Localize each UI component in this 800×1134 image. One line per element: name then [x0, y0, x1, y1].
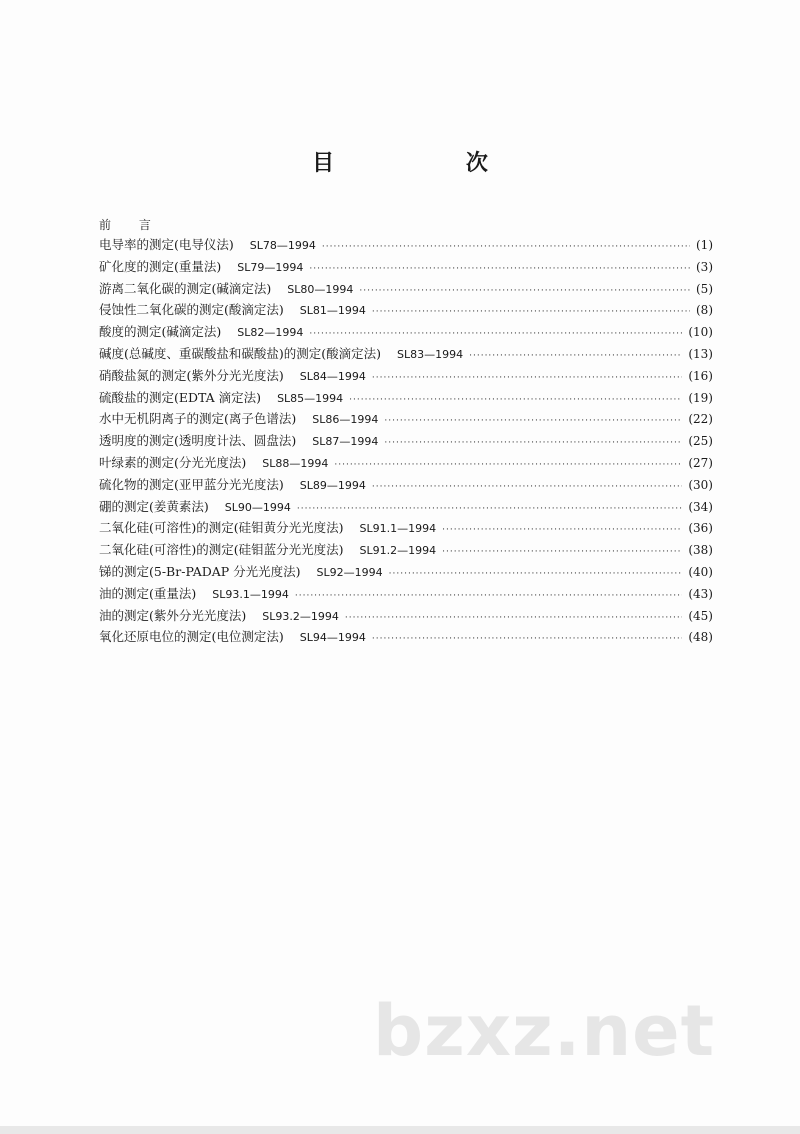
toc-entry-title: 矿化度的测定(重量法): [99, 258, 222, 274]
dot-leader: [442, 542, 682, 564]
toc-entry-title: 叶绿素的测定(分光光度法): [99, 454, 247, 470]
toc-entry-page-number: (8): [696, 303, 713, 318]
toc-entry-page-number: (3): [696, 259, 713, 274]
toc-entry-page-number: (40): [688, 564, 713, 579]
toc-entry: [99, 234, 713, 256]
toc-entry-standard-code: SL86—1994: [312, 413, 379, 427]
toc-entry-title: 硫酸盐的测定(EDTA 滴定法): [99, 389, 262, 405]
toc-entry-standard-code: SL88—1994: [262, 456, 329, 470]
preface-entry: 前 言: [99, 218, 163, 232]
toc-entry-standard-code: SL85—1994: [277, 391, 344, 405]
dot-leader: [322, 237, 690, 259]
toc-entry-title: 电导率的测定(电导仪法): [99, 237, 234, 252]
toc-entry-page-number: (38): [688, 543, 713, 558]
toc-entry: [99, 430, 713, 452]
toc-entry: [99, 496, 713, 518]
toc-entry-page-number: (13): [688, 346, 713, 361]
toc-entry-standard-code: SL81—1994: [299, 304, 366, 318]
table-of-contents: [99, 216, 713, 648]
toc-entry-list: [99, 234, 713, 648]
toc-entry-page-number: (10): [688, 325, 713, 340]
toc-entry: [99, 299, 713, 321]
toc-entry: [99, 539, 713, 561]
toc-entry-title: 氧化还原电位的测定(电位测定法): [99, 629, 284, 645]
dot-leader: [297, 499, 682, 521]
toc-entry: [99, 365, 713, 387]
dot-leader: [359, 281, 690, 303]
toc-entry-page-number: (19): [688, 390, 713, 405]
toc-entry-standard-code: SL91.2—1994: [359, 544, 437, 558]
dot-leader: [345, 608, 682, 630]
toc-entry-page-number: (45): [688, 608, 713, 623]
toc-entry: [99, 256, 713, 278]
dot-leader: [384, 433, 682, 455]
dot-leader: [469, 346, 682, 368]
toc-entry-standard-code: SL92—1994: [316, 565, 383, 579]
dot-leader: [442, 520, 682, 542]
toc-entry-page-number: (1): [696, 238, 713, 252]
toc-entry-title: 水中无机阴离子的测定(离子色谱法): [99, 411, 297, 427]
toc-entry-title: 油的测定(重量法): [99, 585, 197, 601]
dot-leader: [372, 629, 682, 651]
toc-entry-title: 油的测定(紫外分光光度法): [99, 607, 247, 623]
toc-entry-standard-code: SL84—1994: [299, 369, 366, 383]
toc-entry-page-number: (22): [688, 412, 713, 427]
toc-entry: [99, 626, 713, 648]
toc-entry: [99, 561, 713, 583]
toc-entry-standard-code: SL94—1994: [299, 631, 366, 645]
toc-entry: [99, 474, 713, 496]
toc-entry-title: 硝酸盐氮的测定(紫外分光光度法): [99, 367, 284, 383]
dot-leader: [334, 455, 682, 477]
toc-entry-standard-code: SL78—1994: [249, 239, 316, 252]
toc-entry-page-number: (25): [688, 434, 713, 449]
toc-entry-title: 透明度的测定(透明度计法、圆盘法): [99, 433, 297, 449]
toc-entry-page-number: (30): [688, 477, 713, 492]
toc-entry-page-number: (16): [688, 368, 713, 383]
toc-entry-standard-code: SL93.1—1994: [212, 587, 289, 601]
toc-entry-standard-code: SL82—1994: [237, 326, 304, 340]
dot-leader: [295, 586, 682, 608]
page-title: 目 次: [312, 151, 550, 176]
watermark: bzxz.net: [373, 990, 716, 1072]
toc-entry-title: 二氧化硅(可溶性)的测定(硅钼蓝分光光度法): [99, 542, 344, 558]
toc-entry: [99, 343, 713, 365]
toc-entry-standard-code: SL80—1994: [287, 282, 354, 296]
toc-entry-title: 硼的测定(姜黄素法): [99, 498, 209, 514]
toc-entry: [99, 278, 713, 300]
toc-entry: [99, 583, 713, 605]
toc-entry-title: 锑的测定(5-Br-PADAP 分光光度法): [99, 563, 301, 579]
toc-entry: [99, 452, 713, 474]
toc-entry-title: 二氧化硅(可溶性)的测定(硅钼黄分光光度法): [99, 520, 344, 536]
toc-entry-title: 碱度(总碱度、重碳酸盐和碳酸盐)的测定(酸滴定法): [99, 345, 382, 361]
toc-entry-title: 硫化物的测定(亚甲蓝分光光度法): [99, 476, 284, 492]
toc-entry-standard-code: SL83—1994: [397, 347, 464, 361]
toc-entry-page-number: (34): [688, 499, 713, 514]
dot-leader: [389, 564, 683, 586]
toc-entry: [99, 605, 713, 627]
toc-entry-standard-code: SL90—1994: [224, 500, 291, 514]
toc-entry: [99, 387, 713, 409]
page-bottom-edge: [0, 1126, 800, 1134]
toc-entry: [99, 408, 713, 430]
toc-entry-standard-code: SL93.2—1994: [262, 609, 339, 623]
dot-leader: [384, 411, 682, 433]
dot-leader: [372, 302, 690, 324]
toc-entry: [99, 321, 713, 343]
toc-entry-title: 酸度的测定(碱滴定法): [99, 324, 222, 340]
toc-entry-standard-code: SL87—1994: [312, 435, 379, 449]
toc-entry-standard-code: SL89—1994: [299, 478, 366, 492]
toc-entry: [99, 517, 713, 539]
toc-entry-page-number: (36): [688, 521, 713, 536]
toc-entry-page-number: (48): [688, 630, 713, 645]
toc-entry-page-number: (27): [688, 455, 713, 470]
toc-entry-page-number: (5): [696, 281, 713, 296]
dot-leader: [372, 368, 682, 390]
dot-leader: [372, 477, 682, 499]
toc-entry-standard-code: SL91.1—1994: [359, 522, 437, 536]
toc-entry-page-number: (43): [688, 586, 713, 601]
toc-entry-title: 游离二氧化碳的测定(碱滴定法): [99, 280, 272, 296]
dot-leader: [349, 390, 682, 412]
toc-entry-title: 侵蚀性二氧化碳的测定(酸滴定法): [99, 302, 284, 318]
toc-entry-standard-code: SL79—1994: [237, 260, 304, 274]
dot-leader: [309, 259, 690, 281]
